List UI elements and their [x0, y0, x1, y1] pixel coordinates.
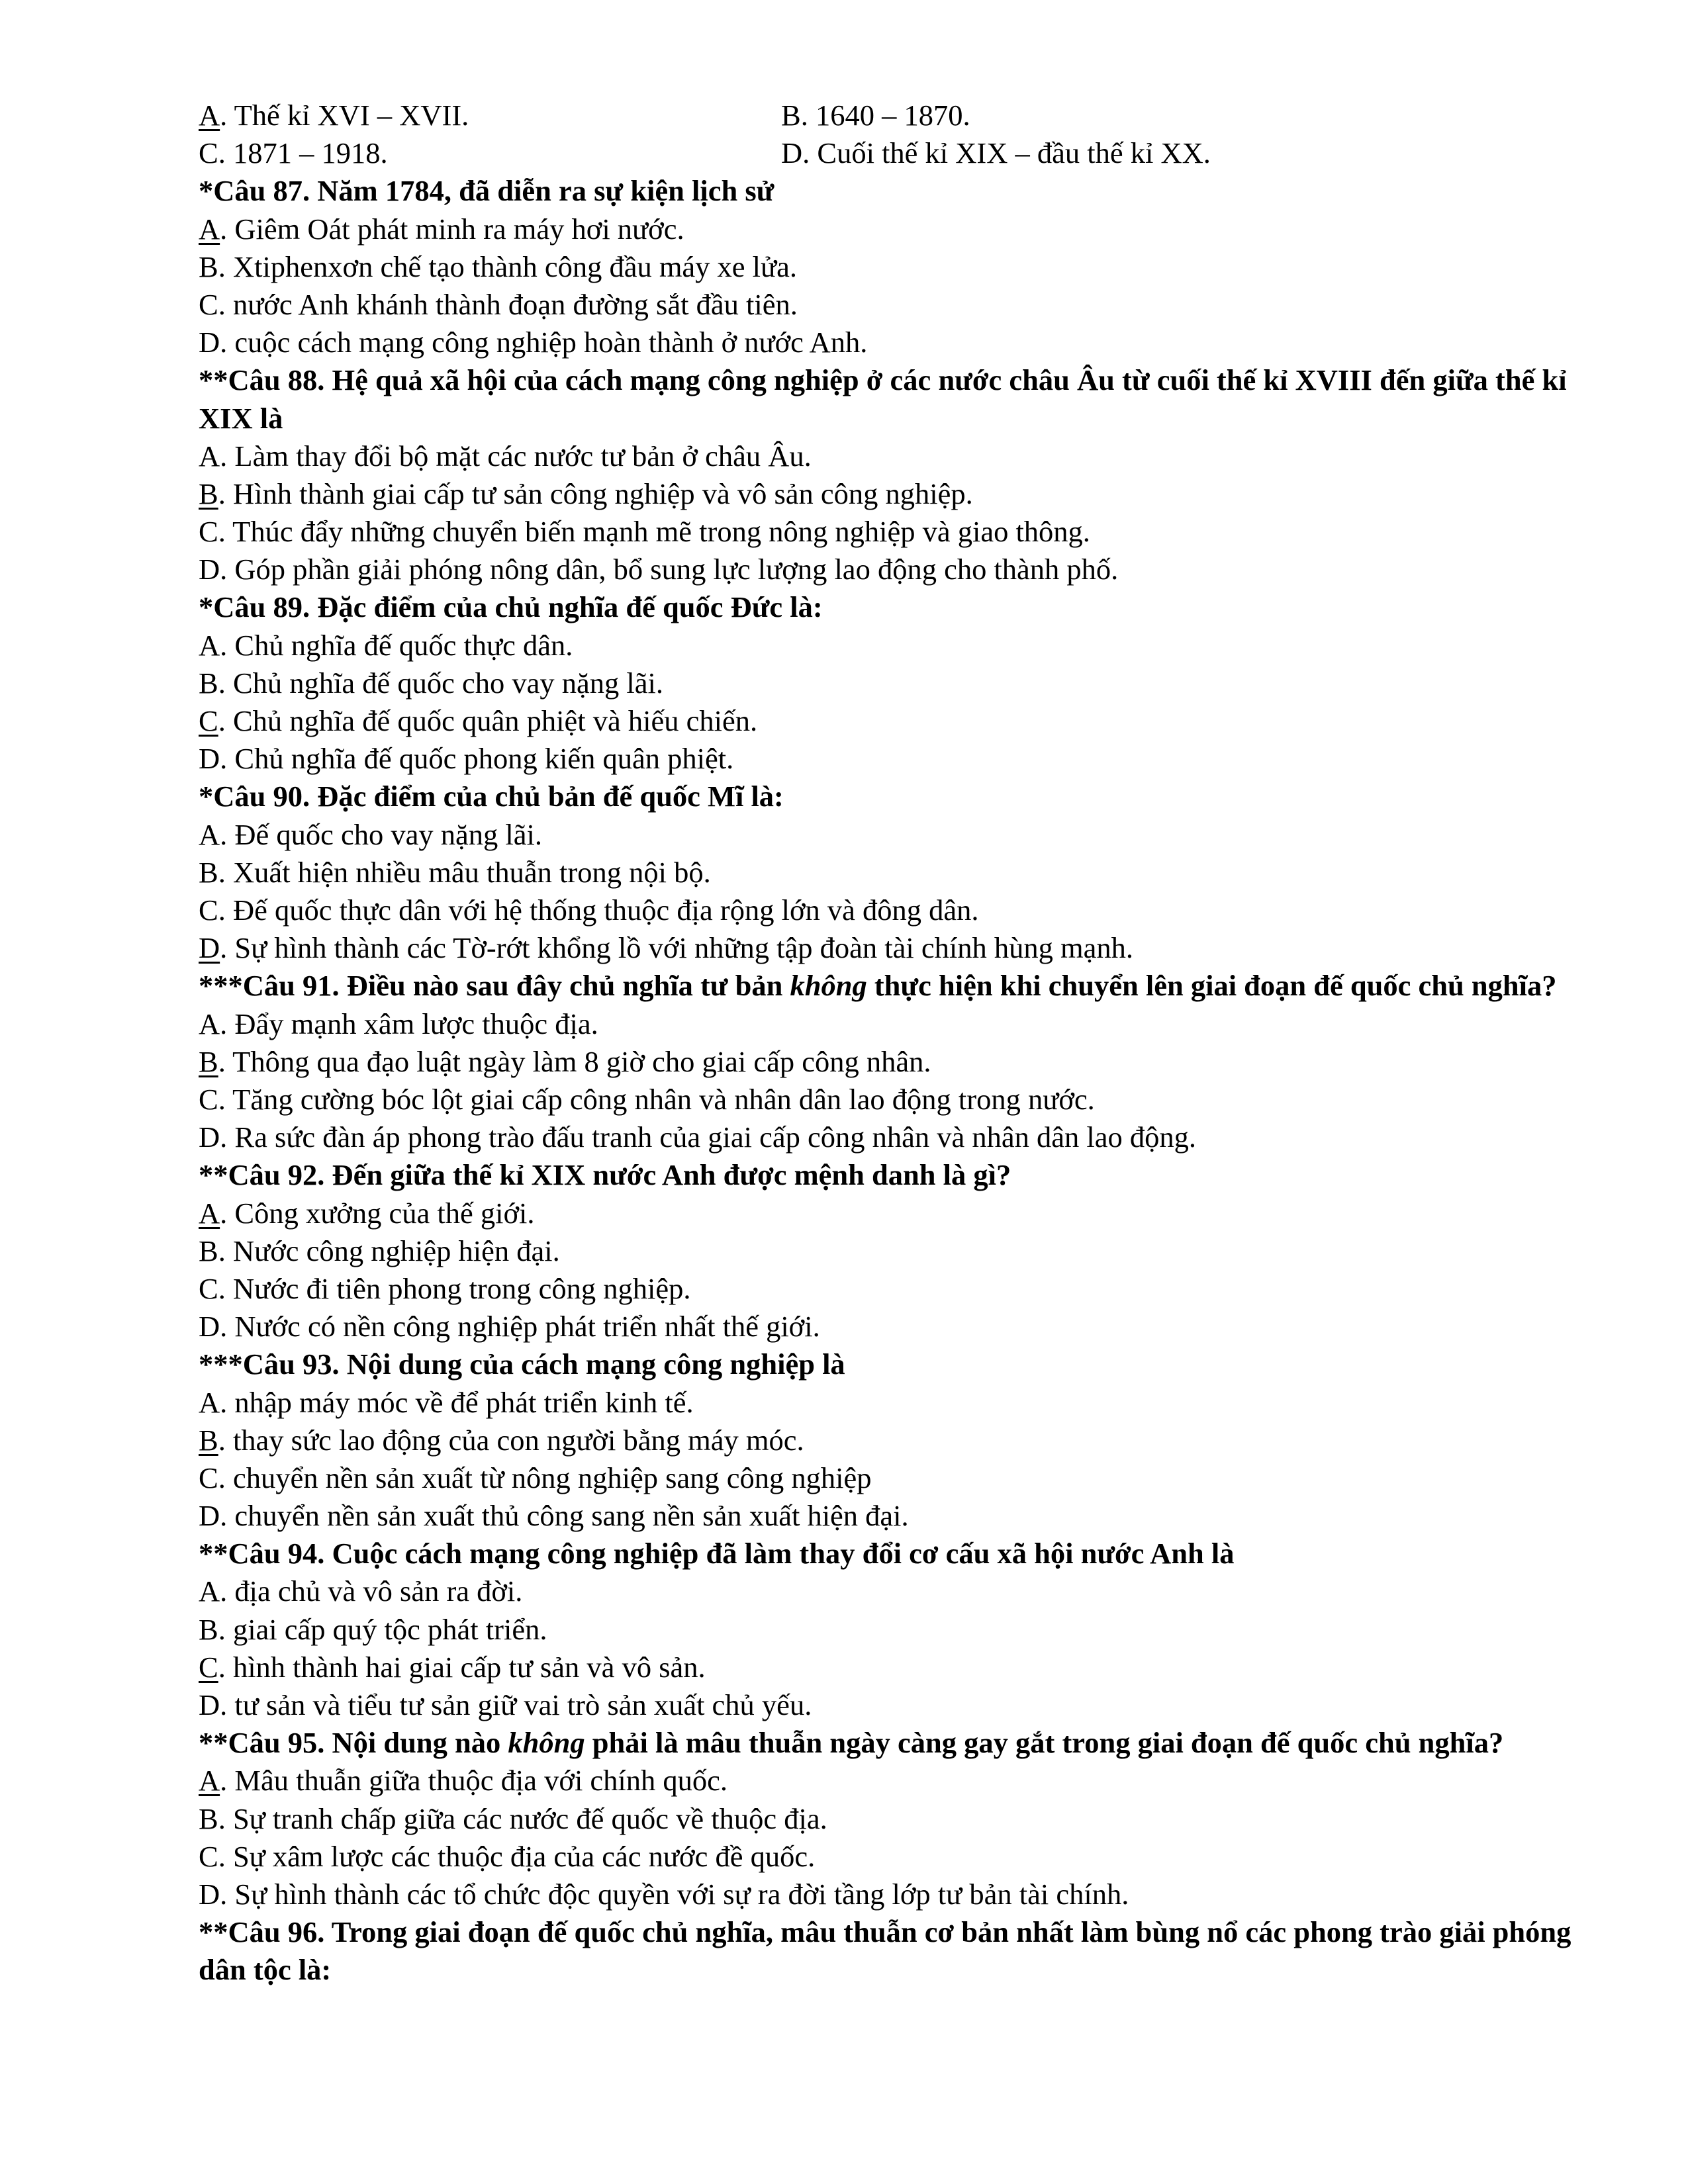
question-text: [199, 967, 1602, 1005]
option-text: . Thông qua đạo luật ngày làm 8 giờ cho giai cấp công nhân.: [218, 1044, 931, 1078]
option-text: . Sự tranh chấp giữa các nước đế quốc về thuộc địa.: [218, 1801, 827, 1835]
option-b[interactable]: [199, 1234, 560, 1267]
option-d[interactable]: [199, 1310, 820, 1343]
option-text: . Sự hình thành các Tờ-rớt khổng lồ với những tập đoàn tài chính hùng mạnh.: [220, 931, 1134, 965]
option-text: . Đẩy mạnh xâm lược thuộc địa.: [220, 1007, 598, 1040]
question-block: [199, 588, 1602, 778]
question-block: [199, 361, 1602, 588]
option-a[interactable]: [199, 629, 573, 662]
question-number: Câu 96.: [228, 1915, 325, 1949]
option-text: . nhập máy móc về để phát triển kinh tế.: [220, 1385, 694, 1419]
option-text: . Chủ nghĩa đế quốc cho vay nặng lãi.: [218, 666, 663, 700]
option-b[interactable]: [199, 477, 973, 510]
option-b[interactable]: [199, 1424, 804, 1457]
option-text: . Mâu thuẫn giữa thuộc địa với chính quốc.: [220, 1764, 728, 1797]
option-key: D: [199, 553, 220, 586]
question-stars: **: [199, 1915, 228, 1949]
option-c[interactable]: [199, 515, 1090, 548]
option-d[interactable]: [199, 1120, 1196, 1154]
option-text: . Sự hình thành các tổ chức độc quyền với sự ra đời tầng lớp tư bản tài chính.: [220, 1877, 1129, 1911]
question-stem: Trong giai đoạn đế quốc chủ nghĩa, mâu thuẫn cơ bản nhất làm bùng nổ các phong trào giải phóng dân tộc là:: [199, 1915, 1571, 1987]
option-text: . Chủ nghĩa đế quốc quân phiệt và hiếu chiến.: [218, 704, 758, 738]
question-stem: Đặc điểm của chủ bản đế quốc Mĩ là:: [310, 780, 784, 813]
question-number: Câu 92.: [228, 1158, 325, 1192]
option-text: . Xuất hiện nhiều mâu thuẫn trong nội bộ.: [218, 855, 711, 889]
option-d[interactable]: [199, 742, 733, 775]
option-key: B: [199, 855, 218, 889]
option-key: D: [199, 742, 220, 776]
question-stem: Đặc điểm của chủ nghĩa đế quốc Đức là:: [310, 590, 823, 624]
option-b[interactable]: [199, 250, 797, 283]
option-d[interactable]: [199, 326, 867, 359]
option-text: . Đế quốc thực dân với hệ thống thuộc địa rộng lớn và đông dân.: [218, 893, 979, 927]
question-text: [199, 1345, 1602, 1383]
question-block: [199, 1913, 1602, 1989]
question-block: [199, 967, 1602, 1156]
option-text: . Ra sức đàn áp phong trào đấu tranh của giai cấp công nhân và nhân dân lao động.: [220, 1120, 1196, 1154]
question-block: [199, 1156, 1602, 1345]
option-key: A: [199, 817, 220, 851]
option-a[interactable]: [199, 1007, 598, 1040]
question-text: [199, 778, 1602, 815]
question-stem: Hệ quả xã hội của cách mạng công nghiệp ở các nước châu Âu từ cuối thế kỉ XVIII đến giữa thế kỉ XIX là: [199, 363, 1567, 435]
question-block: [199, 1724, 1602, 1913]
question-block: [199, 1345, 1602, 1535]
option-text: . chuyển nền sản xuất từ nông nghiệp sang công nghiệp: [218, 1461, 872, 1494]
question-number: Câu 91.: [242, 969, 340, 1003]
question-number: Câu 95.: [228, 1726, 325, 1760]
option-c[interactable]: [199, 1083, 1095, 1116]
option-c[interactable]: [199, 704, 757, 737]
option-text: . Tăng cường bóc lột giai cấp công nhân và nhân dân lao động trong nước.: [218, 1082, 1095, 1116]
option-key: B: [199, 666, 218, 700]
option-a[interactable]: [199, 1764, 727, 1797]
question-text: [199, 588, 1602, 626]
question-stars: **: [199, 1537, 228, 1570]
question-stem: Cuộc cách mạng công nghiệp đã làm thay đổi cơ cấu xã hội nước Anh là: [324, 1537, 1235, 1570]
question-stars: ***: [199, 969, 243, 1003]
option-key: C: [199, 1461, 218, 1494]
option-d[interactable]: [199, 1878, 1129, 1911]
option-key: A: [199, 1574, 220, 1608]
option-d[interactable]: [199, 1499, 909, 1532]
question-text: [199, 361, 1602, 437]
option-text: . thay sức lao động của con người bằng máy móc.: [218, 1423, 804, 1457]
option-key: D: [199, 1688, 220, 1722]
option-b[interactable]: [199, 666, 663, 700]
option-a[interactable]: [199, 1574, 522, 1608]
option-b[interactable]: [199, 1045, 931, 1078]
option-b[interactable]: [199, 856, 711, 889]
option-text: . địa chủ và vô sản ra đời.: [220, 1574, 523, 1608]
question-stem: Đến giữa thế kỉ XIX nước Anh được mệnh danh là gì?: [324, 1158, 1011, 1192]
question-stars: *: [199, 780, 214, 813]
option-key: B: [199, 1612, 218, 1646]
option-key: A: [199, 212, 220, 246]
option-text: . Làm thay đổi bộ mặt các nước tư bản ở châu Âu.: [220, 439, 812, 473]
option-key: A: [199, 628, 220, 662]
option-a[interactable]: [199, 99, 469, 132]
question-stem: Nội dung của cách mạng công nghiệp là: [339, 1347, 845, 1381]
option-key: B: [199, 1234, 218, 1267]
question-number: Câu 93.: [242, 1347, 340, 1381]
option-text: . Thế kỉ XVI – XVII.: [220, 99, 469, 132]
option-d[interactable]: [781, 136, 1211, 169]
question-text: [199, 1724, 1602, 1762]
option-text: . Chủ nghĩa đế quốc thực dân.: [220, 628, 573, 662]
option-key: D: [199, 931, 220, 965]
option-text: . 1871 – 1918.: [218, 136, 388, 170]
question-stars: **: [199, 363, 228, 397]
option-key: C: [199, 287, 218, 321]
option-key: B: [199, 1423, 218, 1457]
option-key: A: [199, 439, 220, 473]
option-a[interactable]: [199, 439, 812, 473]
question-number: Câu 94.: [228, 1537, 325, 1570]
option-key: D: [199, 1499, 220, 1533]
option-key: B: [199, 1801, 218, 1835]
question-stars: *: [199, 590, 214, 624]
option-key: A: [199, 99, 220, 132]
question-block: [199, 172, 1602, 361]
question-stars: **: [199, 1726, 228, 1760]
question-stem-end: thực hiện khi chuyển lên giai đoạn đế quốc chủ nghĩa?: [867, 969, 1557, 1003]
option-key: C: [199, 136, 218, 170]
question-block: [199, 778, 1602, 967]
option-c[interactable]: [199, 1461, 872, 1494]
question-text: [199, 1156, 1602, 1194]
option-key: A: [199, 1764, 220, 1797]
option-b[interactable]: [199, 1613, 547, 1646]
option-key: D: [199, 1120, 220, 1154]
option-b[interactable]: [199, 1802, 827, 1835]
option-text: . hình thành hai giai cấp tư sản và vô sản.: [218, 1650, 706, 1684]
question-stem: Nội dung nào: [324, 1726, 508, 1760]
question-text: [199, 172, 1602, 210]
question-number: Câu 89.: [213, 590, 310, 624]
option-key: B: [199, 477, 218, 510]
option-key: A: [199, 1385, 220, 1419]
question-stem: Năm 1784, đã diễn ra sự kiện lịch sử: [310, 174, 774, 208]
question-emphasis: không: [790, 969, 867, 1003]
option-key: D: [199, 1310, 220, 1343]
option-key: C: [199, 1082, 218, 1116]
option-a[interactable]: [199, 1197, 534, 1230]
option-row: [199, 97, 1602, 134]
option-d[interactable]: [199, 1688, 812, 1721]
option-text: . Thúc đẩy những chuyển biến mạnh mẽ trong nông nghiệp và giao thông.: [218, 515, 1090, 549]
option-a[interactable]: [199, 818, 542, 851]
question-text: [199, 1913, 1602, 1989]
option-row: [199, 134, 1602, 172]
option-d[interactable]: [199, 553, 1118, 586]
question-stars: ***: [199, 1347, 243, 1381]
option-key: A: [199, 1007, 220, 1040]
option-key: D: [781, 136, 803, 170]
option-c[interactable]: [199, 1840, 815, 1873]
option-text: . Góp phần giải phóng nông dân, bổ sung lực lượng lao động cho thành phố.: [220, 553, 1119, 586]
option-text: . chuyển nền sản xuất thủ công sang nền sản xuất hiện đại.: [220, 1499, 909, 1533]
option-key: C: [199, 515, 218, 549]
option-text: . Hình thành giai cấp tư sản công nghiệp và vô sản công nghiệp.: [218, 477, 973, 510]
question-text: [199, 1535, 1602, 1572]
question-stars: **: [199, 1158, 228, 1192]
option-text: . cuộc cách mạng công nghiệp hoàn thành ở nước Anh.: [220, 326, 868, 359]
option-key: B: [199, 250, 218, 283]
option-key: C: [199, 704, 218, 738]
option-key: C: [199, 1271, 218, 1305]
option-key: D: [199, 326, 220, 359]
option-text: . Nước đi tiên phong trong công nghiệp.: [218, 1271, 691, 1305]
option-text: . nước Anh khánh thành đoạn đường sắt đầu tiên.: [218, 287, 798, 321]
option-c[interactable]: [199, 893, 979, 927]
option-c[interactable]: [199, 288, 798, 321]
option-key: C: [199, 1650, 218, 1684]
option-c[interactable]: [199, 136, 388, 169]
exam-page: [199, 97, 1602, 1989]
option-text: . giai cấp quý tộc phát triển.: [218, 1612, 547, 1646]
question-emphasis: không: [508, 1726, 585, 1760]
option-c[interactable]: [199, 1651, 706, 1684]
question-block: [199, 1535, 1602, 1724]
option-text: . Chủ nghĩa đế quốc phong kiến quân phiệt.: [220, 742, 734, 776]
option-text: . Đế quốc cho vay nặng lãi.: [220, 817, 543, 851]
option-text: . Sự xâm lược các thuộc địa của các nước đề quốc.: [218, 1839, 816, 1873]
question-number: Câu 87.: [213, 174, 310, 208]
question-stem: Điều nào sau đây chủ nghĩa tư bản: [339, 969, 790, 1003]
option-text: . Công xưởng của thế giới.: [220, 1196, 535, 1230]
question-stars: *: [199, 174, 214, 208]
option-b[interactable]: [781, 99, 970, 132]
question-number: Câu 90.: [213, 780, 310, 813]
option-a[interactable]: [199, 212, 684, 246]
option-key: B: [199, 1044, 218, 1078]
option-text: . Xtiphenxơn chế tạo thành công đầu máy xe lửa.: [218, 250, 798, 283]
question-number: Câu 88.: [228, 363, 325, 397]
question-list: [199, 172, 1602, 1989]
question-stem-end: phải là mâu thuẫn ngày càng gay gắt trong giai đoạn đế quốc chủ nghĩa?: [585, 1726, 1504, 1760]
option-text: . Cuối thế kỉ XIX – đầu thế kỉ XX.: [802, 136, 1211, 170]
option-d[interactable]: [199, 931, 1133, 964]
option-a[interactable]: [199, 1386, 694, 1419]
option-c[interactable]: [199, 1272, 691, 1305]
option-key: C: [199, 1839, 218, 1873]
option-text: . tư sản và tiểu tư sản giữ vai trò sản xuất chủ yếu.: [220, 1688, 812, 1722]
option-text: . Nước công nghiệp hiện đại.: [218, 1234, 560, 1267]
option-key: B: [781, 99, 801, 132]
option-text: . Giêm Oát phát minh ra máy hơi nước.: [220, 212, 684, 246]
header-options: [199, 97, 1602, 172]
option-text: . 1640 – 1870.: [800, 99, 970, 132]
option-key: C: [199, 893, 218, 927]
option-key: D: [199, 1877, 220, 1911]
option-text: . Nước có nền công nghiệp phát triển nhất thế giới.: [220, 1310, 820, 1343]
option-key: A: [199, 1196, 220, 1230]
